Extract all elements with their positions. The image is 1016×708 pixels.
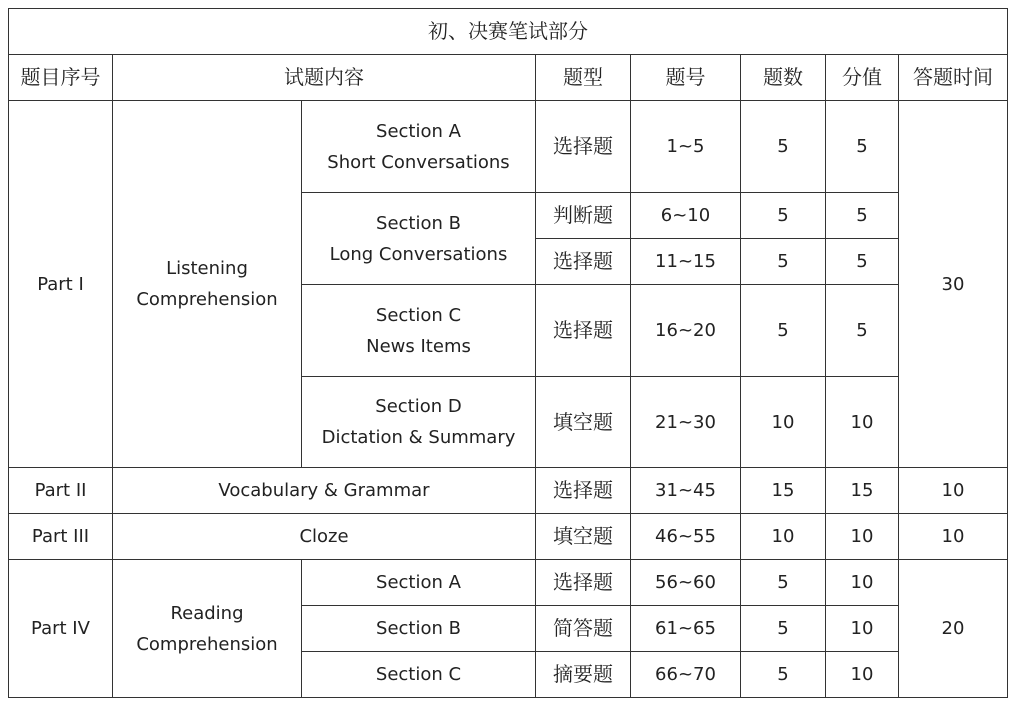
- question-type: 填空题: [536, 514, 631, 560]
- score: 5: [826, 285, 899, 377]
- part-content: Vocabulary & Grammar: [113, 468, 536, 514]
- header-content: 试题内容: [113, 55, 536, 101]
- score: 10: [826, 560, 899, 606]
- header-row: [9, 55, 1008, 101]
- header-item-number: 题目序号: [9, 55, 113, 101]
- question-numbers: 46~55: [631, 514, 741, 560]
- answer-time: 20: [899, 560, 1008, 698]
- question-count: 10: [741, 514, 826, 560]
- section-cell: Section D Dictation & Summary: [302, 377, 536, 468]
- question-type: 摘要题: [536, 652, 631, 698]
- section-cell: Section B: [302, 606, 536, 652]
- question-count: 5: [741, 101, 826, 193]
- score: 10: [826, 652, 899, 698]
- question-numbers: 11~15: [631, 239, 741, 285]
- question-count: 5: [741, 606, 826, 652]
- question-count: 5: [741, 239, 826, 285]
- question-type: 填空题: [536, 377, 631, 468]
- header-question-numbers: 题号: [631, 55, 741, 101]
- question-type: 选择题: [536, 468, 631, 514]
- question-numbers: 16~20: [631, 285, 741, 377]
- question-numbers: 21~30: [631, 377, 741, 468]
- part-label: Part I: [9, 101, 113, 468]
- score: 10: [826, 377, 899, 468]
- part-label: Part IV: [9, 560, 113, 698]
- question-count: 5: [741, 193, 826, 239]
- question-type: 简答题: [536, 606, 631, 652]
- answer-time: 30: [899, 101, 1008, 468]
- question-count: 5: [741, 285, 826, 377]
- answer-time: 10: [899, 514, 1008, 560]
- question-numbers: 31~45: [631, 468, 741, 514]
- question-numbers: 6~10: [631, 193, 741, 239]
- table-row: [9, 101, 1008, 193]
- question-count: 15: [741, 468, 826, 514]
- header-score: 分值: [826, 55, 899, 101]
- question-count: 5: [741, 560, 826, 606]
- question-type: 选择题: [536, 101, 631, 193]
- score: 5: [826, 101, 899, 193]
- part-content: Reading Comprehension: [113, 560, 302, 698]
- score: 5: [826, 193, 899, 239]
- section-cell: Section C News Items: [302, 285, 536, 377]
- section-cell: Section A Short Conversations: [302, 101, 536, 193]
- part-content: Cloze: [113, 514, 536, 560]
- question-count: 10: [741, 377, 826, 468]
- score: 10: [826, 514, 899, 560]
- answer-time: 10: [899, 468, 1008, 514]
- score: 5: [826, 239, 899, 285]
- question-numbers: 1~5: [631, 101, 741, 193]
- part-content: Listening Comprehension: [113, 101, 302, 468]
- section-cell: Section A: [302, 560, 536, 606]
- exam-structure-table: [8, 8, 1008, 698]
- question-type: 选择题: [536, 560, 631, 606]
- question-numbers: 56~60: [631, 560, 741, 606]
- table-row: [9, 560, 1008, 606]
- header-type: 题型: [536, 55, 631, 101]
- section-cell: Section B Long Conversations: [302, 193, 536, 285]
- part-label: Part III: [9, 514, 113, 560]
- question-type: 选择题: [536, 285, 631, 377]
- question-type: 选择题: [536, 239, 631, 285]
- section-cell: Section C: [302, 652, 536, 698]
- header-time: 答题时间: [899, 55, 1008, 101]
- question-numbers: 66~70: [631, 652, 741, 698]
- header-question-count: 题数: [741, 55, 826, 101]
- question-type: 判断题: [536, 193, 631, 239]
- score: 10: [826, 606, 899, 652]
- score: 15: [826, 468, 899, 514]
- table-row: [9, 514, 1008, 560]
- question-numbers: 61~65: [631, 606, 741, 652]
- caption-row: [9, 9, 1008, 55]
- table-row: [9, 468, 1008, 514]
- question-count: 5: [741, 652, 826, 698]
- part-label: Part II: [9, 468, 113, 514]
- table-caption: 初、决赛笔试部分: [9, 9, 1008, 55]
